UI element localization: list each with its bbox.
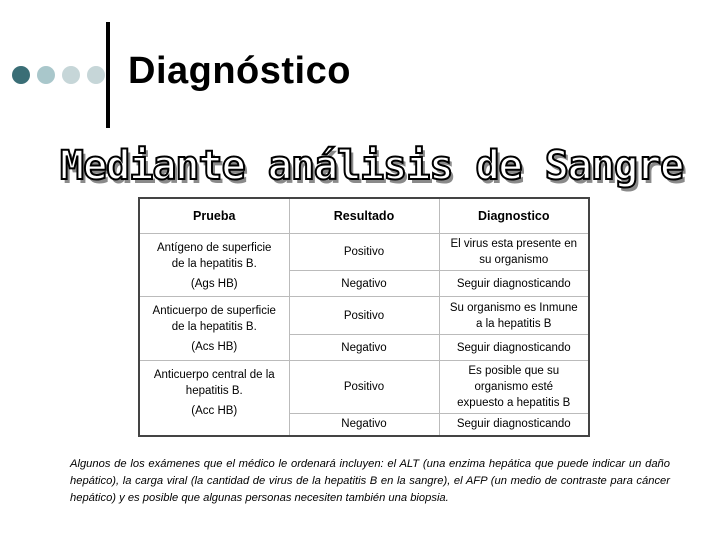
diagnostico-line: expuesto a hepatitis B xyxy=(457,397,571,409)
prueba-line: de la hepatitis B. xyxy=(171,321,257,333)
table-row xyxy=(139,297,589,335)
table-row xyxy=(139,361,589,414)
table-header-row xyxy=(139,198,589,234)
prueba-line: Anticuerpo central de la xyxy=(153,369,275,381)
diagnostico-line: su organismo xyxy=(479,254,549,266)
diagnostico-line: organismo esté xyxy=(474,381,554,393)
prueba-cell xyxy=(139,234,289,297)
diagnostico-line: Es posible que su xyxy=(468,365,560,377)
prueba-line: (Ags HB) xyxy=(190,278,238,290)
diagnostico-line: El virus esta presente en xyxy=(450,238,578,250)
resultado-cell: Positivo xyxy=(289,234,439,271)
dot-medium xyxy=(37,66,55,84)
diagnostico-line: a la hepatitis B xyxy=(476,317,552,330)
resultado-cell: Positivo xyxy=(289,361,439,414)
diagnostico-cell xyxy=(439,414,589,436)
table-body xyxy=(139,234,589,436)
footnote: Algunos de los exámenes que el médico le ordenará incluyen: el ALT (una enzima hepática que puede indicar un daño hepático), la carga viral (la cantidad de virus de la hepatitis B en la sangre), el AFP (un medio de contraste para cáncer hepático) y es posible que algunas personas necesiten también una biopsia. xyxy=(70,458,670,504)
dot-lightest xyxy=(87,66,105,84)
diagnostico-cell xyxy=(439,361,589,414)
diagnostico-cell xyxy=(439,297,589,335)
table-row xyxy=(139,234,589,271)
prueba-line: Antígeno de superficie xyxy=(157,242,272,254)
diagnostico-line: Su organismo es Inmune xyxy=(449,301,578,314)
diagnostico-line: Seguir diagnosticando xyxy=(456,341,571,354)
prueba-line: de la hepatitis B. xyxy=(171,258,257,270)
slide-subtitle: Mediante análisis de Sangre xyxy=(60,143,684,189)
prueba-line: Anticuerpo de superficie xyxy=(152,305,276,317)
diagnostico-cell xyxy=(439,271,589,297)
prueba-cell xyxy=(139,297,289,361)
resultado-cell: Negativo xyxy=(289,414,439,436)
prueba-line: hepatitis B. xyxy=(185,385,243,397)
dot-light xyxy=(62,66,80,84)
header-prueba: Prueba xyxy=(139,198,289,234)
resultado-cell: Negativo xyxy=(289,271,439,297)
diagnostico-line: Seguir diagnosticando xyxy=(456,418,571,431)
prueba-cell xyxy=(139,361,289,436)
prueba-line: (Acc HB) xyxy=(191,405,238,417)
header-resultado: Resultado xyxy=(289,198,439,234)
prueba-line: (Acs HB) xyxy=(191,341,238,353)
diagnostico-cell xyxy=(439,335,589,361)
slide-title: Diagnóstico xyxy=(128,50,351,92)
header-diagnostico: Diagnostico xyxy=(439,198,589,234)
dot-dark xyxy=(12,66,30,84)
title-divider xyxy=(106,22,110,128)
diagnostico-line: Seguir diagnosticando xyxy=(456,277,571,290)
resultado-cell: Positivo xyxy=(289,297,439,335)
resultado-cell: Negativo xyxy=(289,335,439,361)
diagnosis-table xyxy=(138,197,590,437)
diagnostico-cell xyxy=(439,234,589,271)
